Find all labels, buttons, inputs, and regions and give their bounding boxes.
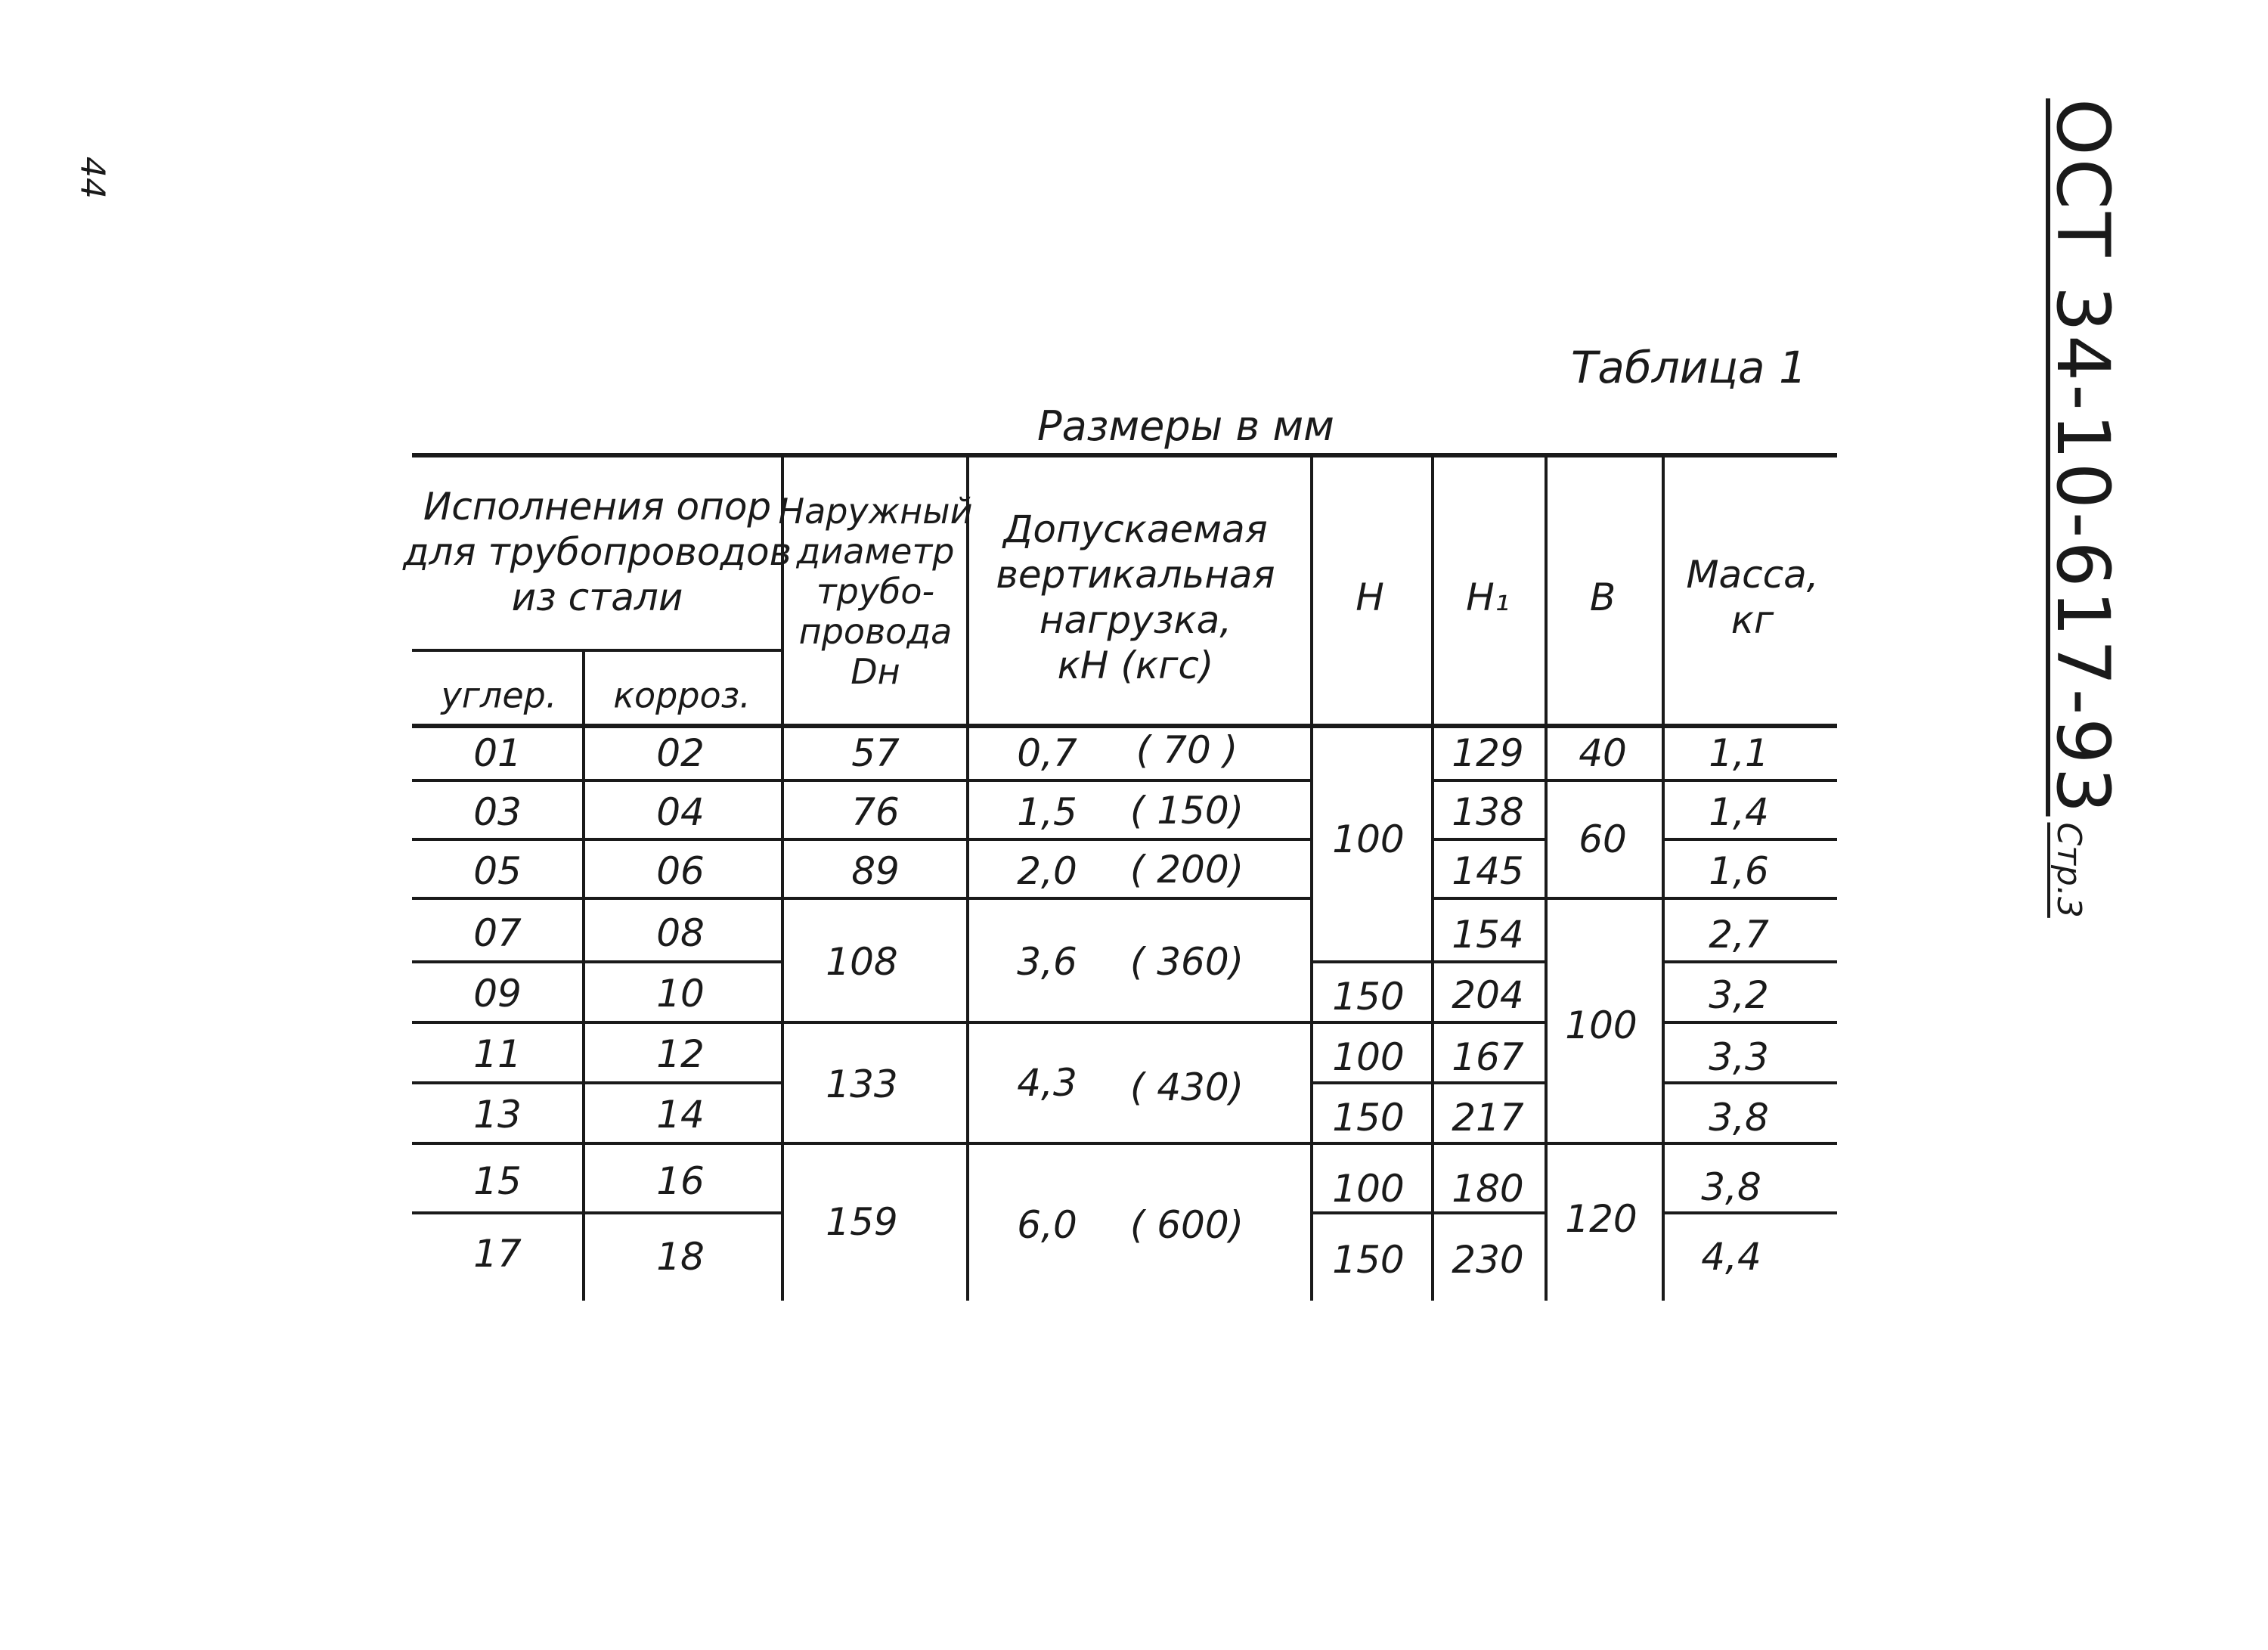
b-group-4: 120 — [1565, 1197, 1637, 1241]
header-diameter-line-3: трубо- — [816, 570, 935, 612]
header-execution-line-1: Исполнения опор — [423, 485, 772, 529]
header-mass — [1686, 552, 1818, 643]
header-h: Н — [1356, 575, 1384, 619]
standard-designation — [2040, 98, 2125, 918]
row-3-corrosion: 06 — [656, 849, 705, 893]
b-group-3: 100 — [1565, 1003, 1637, 1047]
row-5-corrosion: 10 — [656, 972, 705, 1016]
load-group-1-kn: 0,7 — [1017, 731, 1077, 775]
load-group-6-kgs: ( 600) — [1129, 1203, 1244, 1247]
row-7-carbon: 13 — [473, 1093, 522, 1137]
h-group-5: 100 — [1332, 1167, 1405, 1211]
header-load — [996, 507, 1275, 688]
load-group-1-kgs: ( 70 ) — [1136, 728, 1238, 772]
row-7-mass: 3,8 — [1709, 1096, 1769, 1140]
header-mass-line-1: Масса, — [1686, 553, 1819, 597]
row-6-carbon: 11 — [473, 1032, 522, 1076]
header-h1: Н₁ — [1466, 575, 1510, 619]
header-execution — [403, 484, 792, 620]
table-title: Таблица 1 — [1571, 342, 1807, 393]
header-execution-line-2: для трубопроводов — [402, 530, 792, 574]
load-group-4-kgs: ( 360) — [1129, 940, 1244, 984]
header-diameter-line-1: Наружный — [778, 490, 973, 532]
row-2-h1: 138 — [1452, 790, 1524, 834]
row-1-h1: 129 — [1452, 731, 1524, 775]
header-diameter-symbol: Dн — [850, 650, 900, 692]
h-group-4: 150 — [1332, 1096, 1405, 1140]
row-5-carbon: 09 — [473, 972, 522, 1016]
header-diameter — [779, 492, 973, 691]
row-1-carbon: 01 — [473, 731, 522, 775]
row-8-corrosion: 16 — [656, 1159, 705, 1203]
diameter-group-1: 57 — [851, 731, 900, 775]
row-8-carbon: 15 — [473, 1159, 522, 1203]
row-3-mass: 1,6 — [1709, 849, 1769, 893]
h-group-1: 100 — [1332, 817, 1405, 861]
row-2-carbon: 03 — [473, 790, 522, 834]
row-1-mass: 1,1 — [1709, 731, 1769, 775]
row-2-mass: 1,4 — [1709, 790, 1769, 834]
row-6-h1: 167 — [1452, 1035, 1524, 1079]
load-group-5-kn: 4,3 — [1017, 1061, 1077, 1105]
h-group-2: 150 — [1332, 975, 1405, 1019]
row-4-corrosion: 08 — [656, 911, 705, 955]
header-load-line-1: Допускаемая — [1003, 507, 1268, 551]
row-4-h1: 154 — [1452, 913, 1524, 957]
h-group-6: 150 — [1332, 1238, 1405, 1282]
header-load-line-3: нагрузка, — [1039, 598, 1232, 642]
header-diameter-line-2: диаметр — [796, 530, 955, 572]
header-diameter-line-4: провода — [798, 610, 953, 652]
standard-page: Стр.3 — [2050, 822, 2088, 918]
row-5-mass: 3,2 — [1709, 973, 1769, 1017]
page-number: 44 — [73, 157, 112, 199]
row-8-h1: 180 — [1452, 1167, 1524, 1211]
row-6-corrosion: 12 — [656, 1032, 705, 1076]
header-carbon: углер. — [441, 675, 557, 716]
row-9-h1: 230 — [1452, 1238, 1524, 1282]
row-9-mass: 4,4 — [1701, 1235, 1761, 1279]
diameter-group-6: 159 — [826, 1200, 898, 1244]
load-group-3-kgs: ( 200) — [1129, 848, 1244, 892]
diameter-group-5: 133 — [826, 1062, 898, 1106]
row-7-corrosion: 14 — [656, 1093, 705, 1137]
units-caption: Размеры в мм — [1037, 402, 1334, 450]
diameter-group-4: 108 — [826, 940, 898, 984]
b-group-2: 60 — [1579, 817, 1627, 861]
header-corrosion: корроз. — [613, 675, 751, 716]
load-group-2-kn: 1,5 — [1017, 790, 1077, 834]
row-4-carbon: 07 — [473, 911, 522, 955]
row-9-corrosion: 18 — [656, 1235, 705, 1279]
header-execution-line-3: из стали — [511, 575, 683, 619]
load-group-6-kn: 6,0 — [1017, 1203, 1077, 1247]
load-group-4-kn: 3,6 — [1017, 940, 1077, 984]
load-group-3-kn: 2,0 — [1017, 849, 1077, 893]
diameter-group-3: 89 — [851, 849, 900, 893]
standard-code: ОСТ 34-10-617-93 — [2040, 98, 2125, 817]
header-b: В — [1589, 575, 1616, 619]
header-load-line-4: кН (кгс) — [1057, 644, 1214, 687]
diameter-group-2: 76 — [851, 790, 900, 834]
row-5-h1: 204 — [1452, 973, 1524, 1017]
row-6-mass: 3,3 — [1709, 1035, 1769, 1079]
row-8-mass: 3,8 — [1701, 1165, 1761, 1209]
load-group-5-kgs: ( 430) — [1129, 1065, 1244, 1109]
row-9-carbon: 17 — [473, 1232, 522, 1276]
h-group-3: 100 — [1332, 1035, 1405, 1079]
row-4-mass: 2,7 — [1709, 913, 1769, 957]
header-load-line-2: вертикальная — [996, 553, 1275, 597]
row-2-corrosion: 04 — [656, 790, 705, 834]
header-mass-line-2: кг — [1730, 598, 1774, 642]
load-group-2-kgs: ( 150) — [1129, 789, 1244, 833]
b-group-1: 40 — [1579, 731, 1627, 775]
row-7-h1: 217 — [1452, 1096, 1524, 1140]
row-1-corrosion: 02 — [656, 731, 705, 775]
row-3-h1: 145 — [1452, 849, 1524, 893]
row-3-carbon: 05 — [473, 849, 522, 893]
